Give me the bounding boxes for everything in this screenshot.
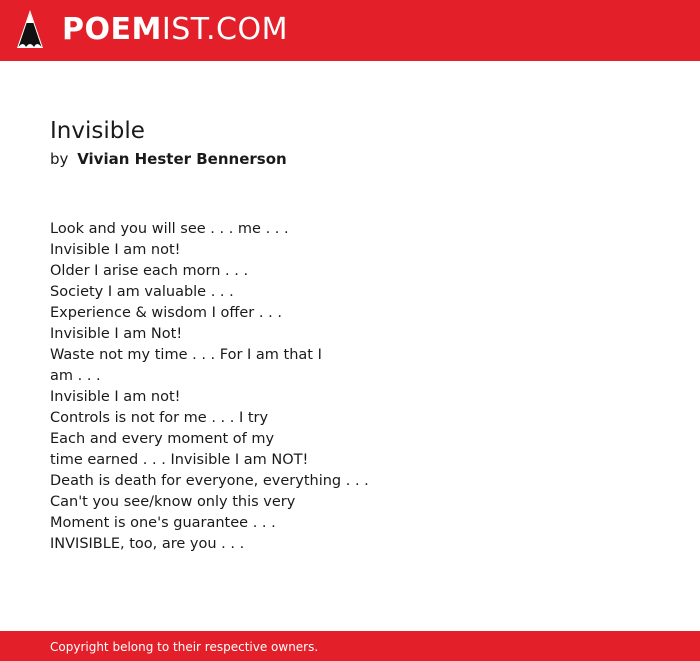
poem-line: Invisible I am not!	[50, 389, 181, 405]
site-logo[interactable]	[62, 12, 288, 48]
poem-line: Older I arise each morn . . .	[50, 263, 249, 279]
copyright-text: Copyright belong to their respective owners.	[50, 640, 319, 654]
poem-line: am . . .	[50, 368, 101, 384]
poem-line: Death is death for everyone, everything . . .	[50, 473, 369, 489]
poem-line: Society I am valuable . . .	[50, 284, 234, 300]
poem-line: Can't you see/know only this very	[50, 494, 296, 510]
site-footer	[0, 631, 700, 661]
byline	[50, 149, 287, 169]
poem-title: Invisible	[50, 118, 145, 144]
by-label: by	[50, 150, 69, 168]
pencil-icon[interactable]	[16, 10, 44, 52]
poem-line: Moment is one's guarantee . . .	[50, 515, 276, 531]
poem-line: Waste not my time . . . For I am that I	[50, 347, 322, 363]
logo-light-text: IST.COM	[161, 12, 288, 47]
poem-body	[50, 219, 370, 555]
poem-line: Look and you will see . . . me . . .	[50, 221, 289, 237]
poem-line: Controls is not for me . . . I try	[50, 410, 269, 426]
poem-line: Invisible I am not!	[50, 242, 181, 258]
poem-line: Invisible I am Not!	[50, 326, 183, 342]
poem-line: Experience & wisdom I offer . . .	[50, 305, 282, 321]
site-header	[0, 0, 700, 61]
poem-line: INVISIBLE, too, are you . . .	[50, 536, 245, 552]
author-name[interactable]: Vivian Hester Bennerson	[77, 150, 287, 168]
logo-bold-text: POEM	[62, 12, 162, 47]
poem-line: time earned . . . Invisible I am NOT!	[50, 452, 309, 468]
poem-line: Each and every moment of my	[50, 431, 275, 447]
